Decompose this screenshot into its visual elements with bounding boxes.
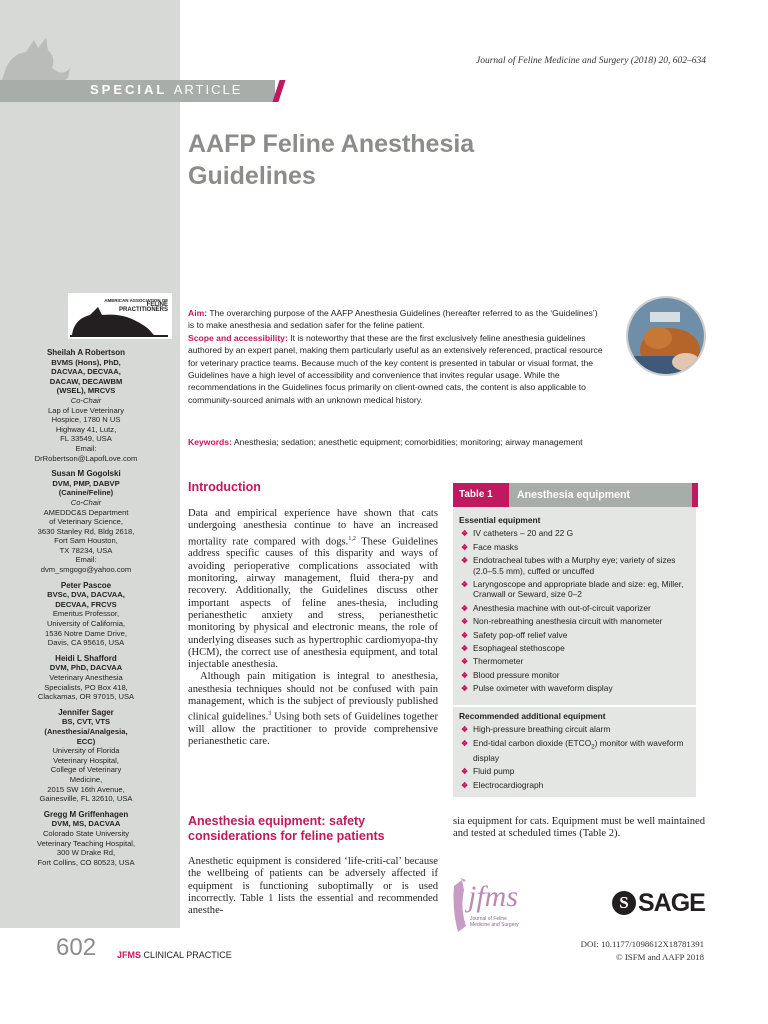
author-affiliation: 3630 Stanley Rd, Bldg 2618, — [37, 526, 135, 536]
table-header — [453, 483, 696, 507]
equipment-text-continued: sia equipment for cats. Equipment must be well maintained and tested at scheduled times (Table 2). — [453, 816, 705, 840]
author-affiliation: Colorado State University — [42, 828, 130, 838]
author-credentials: DACVAA, DECVAA, — [51, 367, 121, 377]
list-item: ❖ End-tidal carbon dioxide $(ETCO_2)$ monitor with waveform display — [461, 737, 684, 763]
author-affiliation: Email: — [75, 555, 97, 565]
author-credentials: BS, CVT, VTS — [61, 717, 111, 727]
cat-photo — [626, 296, 706, 376]
diamond-bullet-icon: ❖ — [461, 529, 469, 539]
author-affiliation: Emeritus Professor, — [52, 609, 120, 619]
author-credentials: DACAW, DECAWBM — [49, 376, 123, 386]
scope-paragraph: Scope and accessibility: It is noteworthy that these are the first exclusively feline anesthesia guidelines authored by an expert panel, making them particularly useful as an extensively referenced, practical resource for veterinary practice teams. Because much of the key content is presented in tabular or visual format, the Guidelines have a high level of accessibility and convenience that invites regular usage. While the recommendations in the Guidelines focus primarily on client-owned cats, the content is also applicable to community-sourced animals with an unknown medical history. — [188, 332, 603, 405]
introduction-text — [188, 508, 438, 749]
list-item: ❖ Fluid pump — [461, 766, 515, 777]
recommended-equipment-box — [453, 707, 696, 797]
author-name: Gregg M Griffenhagen — [43, 809, 129, 819]
sage-wordmark: SAGE — [638, 889, 705, 917]
diamond-bullet-icon: ❖ — [461, 670, 469, 680]
author-affiliation: Fort Collins, CO 80523, USA — [37, 857, 135, 867]
equipment-text: Anesthetic equipment is considered ‘life-criti-cal’ because the wellbeing of patients can be adversely affected if equipment is functioning suboptimally or is used incorrectly. Table 1 lists the essential and recommended anesthe- — [188, 856, 438, 917]
author-affiliation: Clackamas, OR 97015, USA — [37, 692, 135, 702]
recommended-heading: Recommended additional equipment — [459, 711, 606, 721]
running-title: JFMS CLINICAL PRACTICE — [117, 950, 232, 960]
author-affiliation: FL 33549, USA — [60, 434, 112, 444]
author-affiliation: 2015 SW 16th Avenue, — [47, 784, 125, 794]
author-affiliation: Fort Sam Houston, — [54, 536, 118, 546]
intro-paragraph-2: Although pain mitigation is integral to anesthesia, anesthesia techniques should not be confused with pain management, which is the subject of previously published clinical guidelines.$^3$ Using both sets of Guidelines together will allow the practitioner to provide comprehensive perianesthetic care. — [188, 671, 438, 748]
diamond-bullet-icon: ❖ — [461, 657, 469, 667]
equipment-heading: Anesthesia equipment: safety considerations for feline patients — [188, 814, 385, 843]
list-item: ❖ Esophageal stethoscope — [461, 643, 565, 654]
list-item: ❖ Non-rebreathing anesthesia circuit with manometer — [461, 616, 663, 627]
aim-paragraph: Aim: The overarching purpose of the AAFP Anesthesia Guidelines (hereafter referred to as the ‘Guidelines’) is to make anesthesia and sedation safer for the feline patient. — [188, 308, 598, 331]
table-number: Table 1 — [453, 483, 509, 507]
author-entry — [0, 708, 180, 804]
journal-reference: Journal of Feline Medicine and Surgery (2018) 20, 602–634 — [476, 56, 706, 66]
author-affiliation: University of California, — [46, 619, 126, 629]
logo-text: AMERICAN ASSOCIATION OF FELINE PRACTITIONERS — [104, 298, 168, 313]
author-entry — [0, 581, 180, 648]
diamond-bullet-icon: ❖ — [461, 617, 469, 627]
aafp-logo — [68, 293, 172, 339]
author-credentials: (Anesthesia/Analgesia, — [44, 726, 128, 736]
author-affiliation: AMEDDC&S Department — [43, 507, 129, 517]
diamond-bullet-icon: ❖ — [461, 603, 469, 613]
introduction-heading: Introduction — [188, 480, 261, 494]
author-entry — [0, 810, 180, 868]
diamond-bullet-icon: ❖ — [461, 767, 469, 777]
author-affiliation: Highway 41, Lutz, — [55, 424, 117, 434]
diamond-bullet-icon: ❖ — [461, 725, 469, 735]
doi-block: DOI: 10.1177/1098612X18781391 © ISFM and AAFP 2018 — [580, 939, 704, 962]
author-affiliation: Davis, CA 95616, USA — [47, 638, 125, 648]
diamond-bullet-icon: ❖ — [461, 556, 469, 566]
jfms-wordmark: jfms — [468, 880, 519, 913]
intro-paragraph-1: Data and empirical experience have shown that cats undergoing anesthesia continue to have an increased mortality rate compared with dogs.$^{1,2}$ These Guidelines address specific causes of this disparity and ways of avoiding perioperative complications associated with monitoring, airway management, fluid thera-py and recovery. Additionally, the Guidelines discuss other important aspects of feline anes-thesia, including perianesthetic anxiety and stress, perianesthetic monitoring by physical and electronic means, the role of underlying diseases such as hypertrophic cardiomyopa-thy (HCM), the correct use of anesthesia equipment, and total injectable anesthesia. — [188, 508, 438, 671]
author-credentials: ECC) — [76, 736, 96, 746]
author-affiliation: TX 78234, USA — [59, 545, 113, 555]
table-accent-bar — [692, 483, 698, 507]
author-role: Co-Chair — [70, 395, 102, 405]
author-affiliation: DrRobertson@LapofLove.com — [34, 453, 138, 463]
table-1 — [453, 483, 696, 797]
sage-s-icon: S — [612, 891, 636, 915]
article-type-label: SPECIAL ARTICLE — [90, 82, 243, 97]
essential-equipment-box — [453, 507, 696, 705]
page-number: 602 — [56, 934, 97, 961]
author-affiliation: 300 W Drake Rd, — [56, 848, 116, 858]
diamond-bullet-icon: ❖ — [461, 630, 469, 640]
author-credentials: DECVAA, FRCVS — [55, 599, 117, 609]
list-item: ❖ High-pressure breathing circuit alarm — [461, 724, 611, 735]
author-affiliation: Medicine, — [69, 774, 103, 784]
list-item: ❖ Electrocardiograph — [461, 779, 544, 790]
author-credentials: DVM, PMP, DABVP — [52, 478, 120, 488]
author-affiliation: 1536 Notre Dame Drive, — [45, 628, 127, 638]
essential-heading: Essential equipment — [459, 515, 541, 525]
diamond-bullet-icon: ❖ — [461, 644, 469, 654]
author-credentials: DVM, MS, DACVAA — [51, 819, 121, 829]
author-list — [0, 348, 180, 873]
author-credentials: BVSc, DVA, DACVAA, — [47, 590, 125, 600]
table-title: Anesthesia equipment — [517, 489, 631, 501]
list-item: ❖ Blood pressure monitor — [461, 669, 560, 680]
article-title: AAFP Feline Anesthesia Guidelines — [188, 130, 475, 190]
author-affiliation: dvm_smgogo@yahoo.com — [40, 565, 132, 575]
author-affiliation: Email: — [75, 443, 97, 453]
diamond-bullet-icon: ❖ — [461, 684, 469, 694]
list-item: ❖ Pulse oximeter with waveform display — [461, 683, 613, 694]
list-item: ❖ Endotracheal tubes with a Murphy eye; variety of sizes (2.0–5.5 mm), cuffed or uncuffed — [461, 555, 676, 576]
author-name: Sheilah A Robertson — [46, 348, 126, 357]
diamond-bullet-icon: ❖ — [461, 780, 469, 790]
list-item: ❖ Face masks — [461, 541, 519, 552]
author-credentials: BVMS (Hons), PhD, — [51, 357, 121, 367]
list-item: ❖ Thermometer — [461, 656, 524, 667]
sage-logo — [612, 888, 712, 918]
author-name: Peter Pascoe — [60, 580, 112, 590]
author-entry — [0, 469, 180, 575]
author-role: Co-Chair — [70, 497, 102, 507]
list-item: ❖ Laryngoscope and appropriate blade and size: eg, Miller, Cranwall or Seward, size 0–2 — [461, 579, 684, 600]
list-item: ❖ IV catheters – 20 and 22 G — [461, 528, 574, 539]
author-name: Susan M Gogolski — [51, 469, 121, 479]
cat-silhouette-icon — [0, 28, 70, 88]
author-affiliation: Veterinary Teaching Hospital, — [36, 838, 136, 848]
author-name: Heidi L Shafford — [55, 653, 117, 663]
list-item: ❖ Anesthesia machine with out-of-circuit vaporizer — [461, 602, 651, 613]
author-affiliation: Specialists, PO Box 418, — [44, 682, 128, 692]
diamond-bullet-icon: ❖ — [461, 542, 469, 552]
keywords: Keywords: Anesthesia; sedation; anesthetic equipment; comorbidities; monitoring; airway management — [188, 437, 583, 447]
jfms-subtitle: Journal of Feline Medicine and Surgery — [470, 916, 519, 928]
author-affiliation: Gainesville, FL 32610, USA — [39, 794, 133, 804]
author-credentials: DVM, PhD, DACVAA — [49, 663, 123, 673]
author-credentials: (WSEL), MRCVS — [56, 386, 116, 396]
author-name: Jennifer Sager — [58, 707, 114, 717]
author-affiliation: Hospice, 1780 N US — [51, 415, 121, 425]
author-affiliation: College of Veterinary — [50, 765, 122, 775]
author-affiliation: University of Florida — [52, 746, 120, 756]
author-affiliation: Veterinary Hospital, — [53, 755, 119, 765]
jfms-logo — [450, 878, 530, 936]
author-affiliation: Lap of Love Veterinary — [48, 405, 124, 415]
author-entry — [0, 654, 180, 702]
author-credentials: (Canine/Feline) — [58, 488, 114, 498]
author-affiliation: of Veterinary Science, — [49, 517, 123, 527]
diamond-bullet-icon: ❖ — [461, 580, 469, 590]
author-affiliation: Veterinary Anesthesia — [49, 673, 123, 682]
author-entry — [0, 348, 180, 463]
diamond-bullet-icon: ❖ — [461, 738, 469, 748]
list-item: ❖ Safety pop-off relief valve — [461, 629, 568, 640]
